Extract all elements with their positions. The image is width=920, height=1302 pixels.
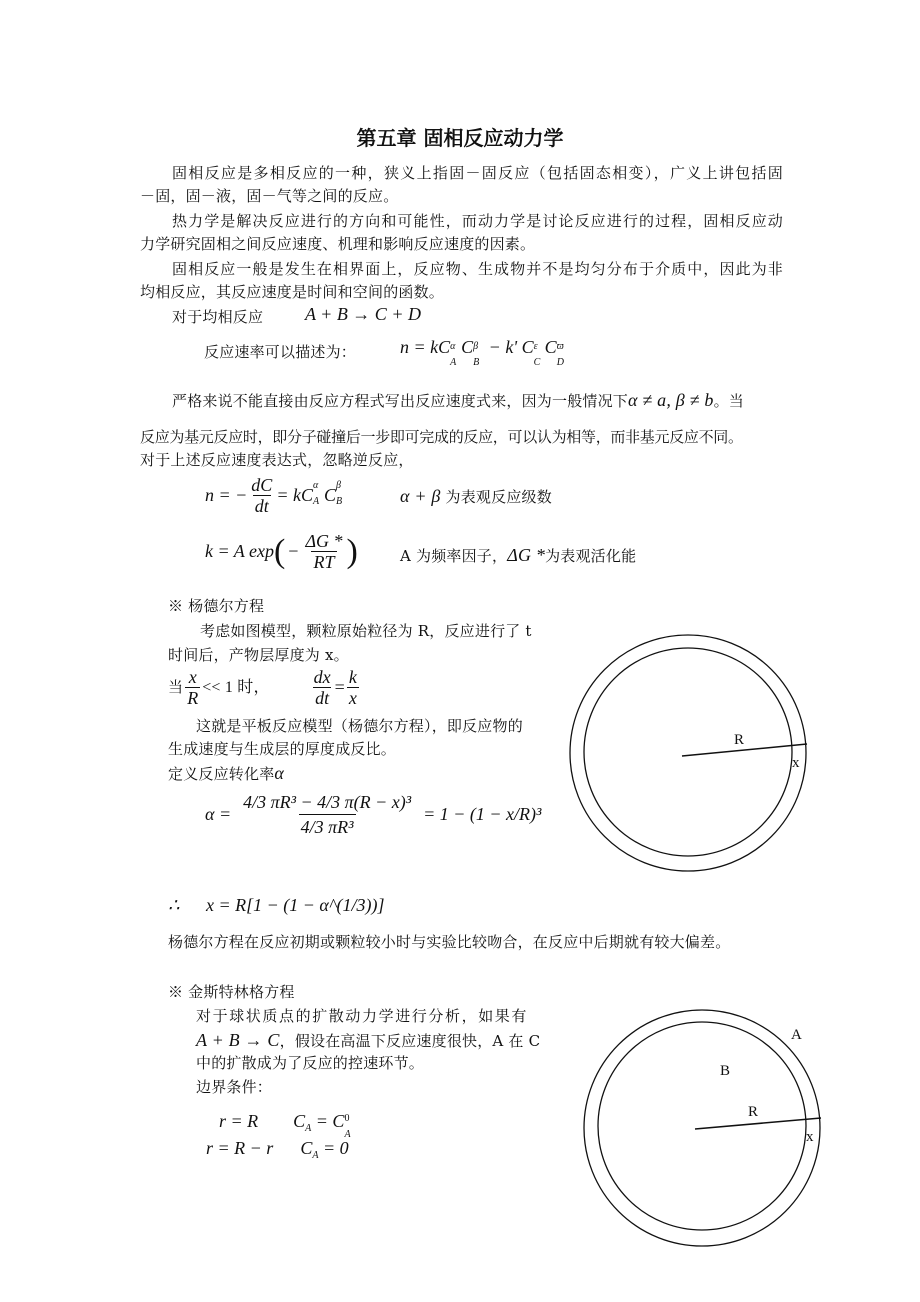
jander-conclusion: 杨德尔方程在反应初期或颗粒较小时与实验比较吻合，在反应中后期就有较大偏差。 [168,933,731,951]
eq-n-num: dC [251,475,273,495]
eq-k-note-math: ΔG * [507,545,546,565]
homogeneous-rate-eq-b-sup: β [473,341,479,352]
eq-k-den: RT [313,552,335,572]
inner-circle [598,1022,806,1230]
strict-line3: 对于上述反应速度表达式，忽略逆反应， [140,451,414,469]
eq-n-a-sup: α [312,479,319,491]
eq-n-rhs: = kC [276,485,313,505]
intro-p1-line1: 固相反应是多相反应的一种，狭义上指固－固反应（包括固态相变），广义上讲包括固 [172,164,783,182]
homogeneous-rate-eq-w-sup: ϖ [556,341,564,352]
homogeneous-label: 对于均相反应 [172,308,264,326]
eq-k-note-b: 为表观活化能 [545,547,637,565]
eq-n-a-sub: A [312,495,320,507]
ginstling-bc1-eq: = C [315,1111,345,1131]
jander-eq-den-l: dt [315,688,330,708]
jander-alpha-den: 4/3 πR³ [299,814,356,839]
homogeneous-rate-eq-e-sup: ε [533,341,538,352]
thickness-label: x [806,1129,814,1145]
jander-cond-rest: << 1 时， [202,678,270,696]
therefore-symbol: ∴ [168,895,180,915]
jander-alpha-num: 4/3 πR³ − 4/3 π(R − x)³ [243,792,412,812]
boundary-condition-1 [219,1111,352,1140]
strict-l1: 严格来说不能直接由反应方程式写出反应速度式来，因为一般情况下 [172,392,629,410]
homogeneous-rate-eq-b-sub: B [473,357,480,368]
math-fragment: ( [273,532,286,570]
eq-k-note-a: A 为频率因子， [400,547,508,565]
outer-circle [570,635,806,871]
math-fragment: ) [346,532,358,570]
jander-eq-eq: = [334,677,345,697]
homogeneous-rate-eq-a-sub: A [450,357,457,368]
eq-n-c2: C [323,485,336,505]
homogeneous-rate-eq-c4: C [544,337,557,357]
radius-label: R [734,732,745,748]
region-a-label: A [791,1027,802,1043]
ginstling-bc1-r: r = R [219,1111,259,1131]
jander-line3: 这就是平板反应模型（杨德尔方程），即反应物的 [196,717,523,735]
ginstling-bc2-eq: = 0 [322,1138,349,1158]
homogeneous-rate-eq-lhs: n = kC [400,337,451,357]
intro-p2-line1: 热力学是解决反应进行的方向和可能性，而动力学是讨论反应进行的过程，固相反应动 [172,212,783,230]
ginstling-l2: ，假设在高温下反应速度很快，A 在 C [279,1032,541,1050]
strict-l1-end: 。当 [713,392,744,410]
ginstling-particle-diagram [584,1010,821,1246]
thickness-equation: x = R[1 − (1 − α^(1/3))] [206,895,385,915]
intro-p3-line2: 均相反应，其反应速度是时间和空间的函数。 [140,283,445,301]
eq-k-num: ΔG * [305,531,343,551]
homogeneous-rate-eq-c2: C [461,337,474,357]
homogeneous-rate-eq-minus: − k' C [484,337,534,357]
ginstling-line3: 中的扩散成为了反应的控速环节。 [196,1054,425,1072]
eq-k-minus: − [288,541,299,561]
ginstling-l2-math: A + B → C [196,1030,280,1050]
eq-n-den: dt [254,496,269,516]
boundary-condition-2 [206,1138,349,1161]
jander-line2: 时间后，产物层厚度为 x。 [168,646,349,664]
ginstling-heading: ※ 金斯特林格方程 [168,983,295,1001]
eq-n-note-math: α + β [400,486,441,506]
region-b-label: B [720,1063,731,1079]
strict-line2: 反应为基元反应时，即分子碰撞后一步即可完成的反应，可以认为相等，而非基元反应不同。 [140,428,743,446]
radius-label: R [748,1104,759,1120]
eq-n-b-sub: B [335,495,343,507]
jander-eq-num-r: k [348,667,357,687]
ginstling-bc1-sub2: A [344,1129,351,1140]
homogeneous-rate-eq-a-sup: α [450,341,456,352]
inner-circle [584,648,792,856]
jander-eq-num-l: dx [313,667,331,687]
jander-cond-den: R [187,688,199,708]
rate-label: 反应速率可以描述为： [204,343,357,361]
intro-p2-line2: 力学研究固相之间反应速度、机理和影响反应速度的因素。 [140,235,536,253]
thickness-label: x [792,755,800,771]
ginstling-bc2-sub: A [312,1150,319,1161]
jander-l5: 定义反应转化率 [168,765,275,783]
jander-cond-prefix: 当 [168,679,184,696]
ginstling-bc2-r: r = R − r [206,1138,274,1158]
intro-p3-line1: 固相反应一般是发生在相界面上，反应物、生成物并不是均匀分布于介质中，因此为非 [172,260,783,278]
eq-n-note: 为表观反应级数 [445,488,552,506]
jander-eq-den-r: x [348,688,357,708]
strict-inequality: α ≠ a, β ≠ b [628,390,714,410]
eq-n-b-sup: β [335,479,341,491]
jander-heading: ※ 杨德尔方程 [168,597,265,615]
jander-l5-math: α [274,763,285,783]
ginstling-bc1-sup0: 0 [344,1113,350,1124]
eq-n-lhs: n = − [205,485,248,505]
homogeneous-rate-eq-c-sub: C [533,357,541,368]
ginstling-line4: 边界条件： [196,1078,273,1096]
jander-alpha-rhs: = 1 − (1 − x/R)³ [423,804,542,824]
jander-line1: 考虑如图模型，颗粒原始粒径为 R，反应进行了 t [200,622,532,640]
jander-alpha-lhs: α = [205,804,232,824]
homogeneous-reaction: A + B → C + D [305,304,421,324]
jander-line4: 生成速度与生成层的厚度成反比。 [168,740,397,758]
homogeneous-rate-eq-d-sub: D [556,357,564,368]
ginstling-line1: 对于球状质点的扩散动力学进行分析，如果有 [196,1007,529,1025]
ginstling-bc1-c: C [293,1111,306,1131]
ginstling-bc1-sub: A [305,1123,312,1134]
radius-line [682,744,807,756]
ginstling-line2 [196,1030,540,1051]
eq-k-lhs: k = A exp [205,541,274,561]
page-title-text: 第五章 固相反应动力学 [356,126,564,150]
intro-p1-line2: －固，固－液，固－气等之间的反应。 [140,187,399,205]
jander-cond-num: x [188,667,197,687]
ginstling-bc2-c: C [300,1138,313,1158]
